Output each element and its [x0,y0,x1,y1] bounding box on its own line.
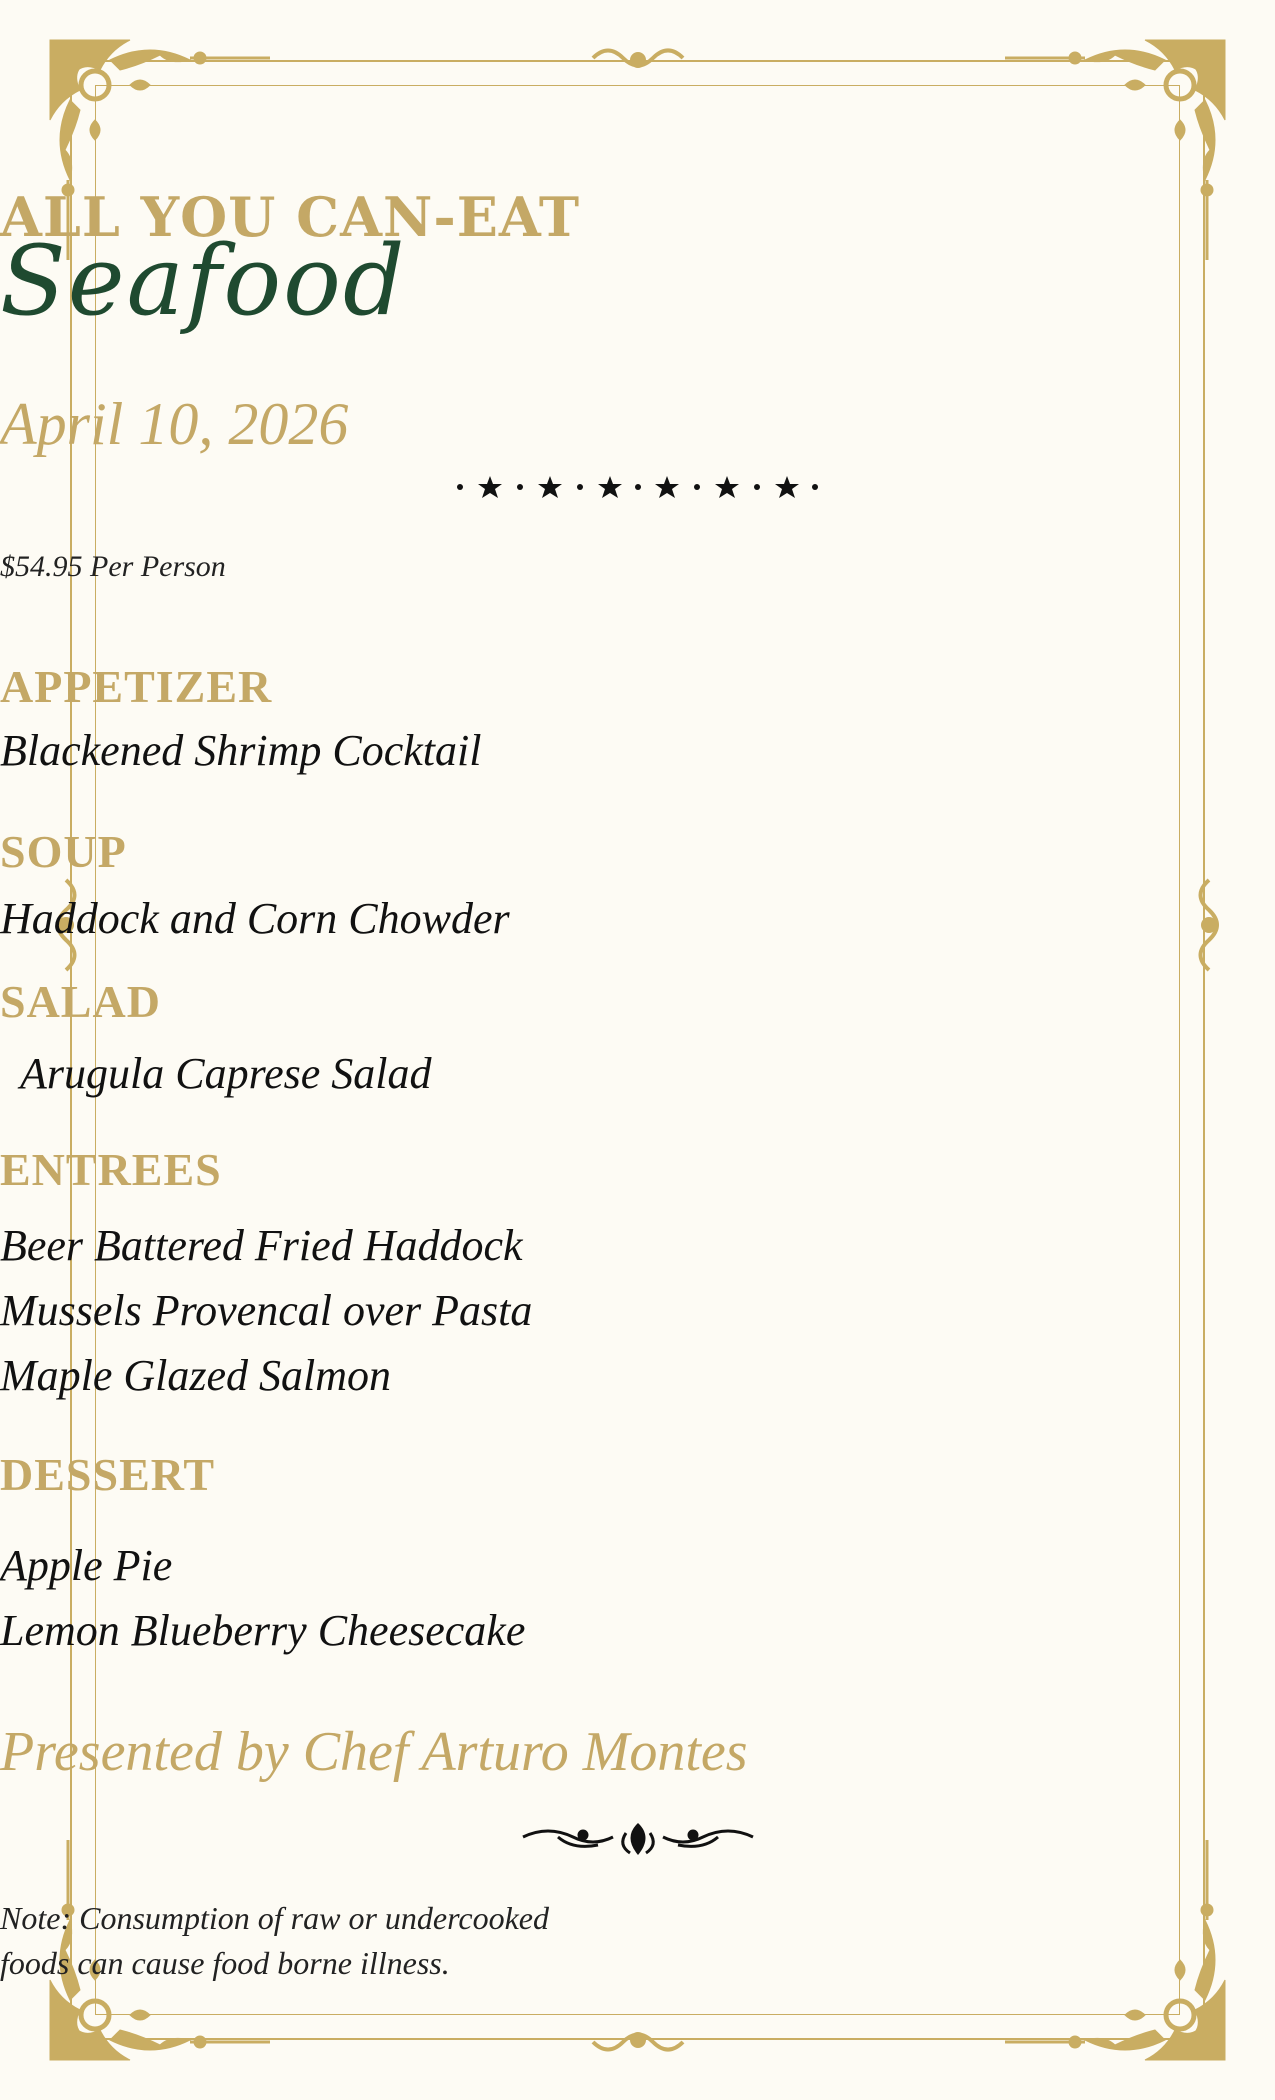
section-heading-appetizer: APPETIZER [0,661,273,712]
menu-item: Blackened Shrimp Cocktail [0,726,482,775]
note-line-1: Note: Consumption of raw or undercooked [0,1900,549,1936]
section-heading-dessert: DESSERT [0,1449,216,1500]
menu-item: Lemon Blueberry Cheesecake [0,1606,526,1655]
menu-item: Arugula Caprese Salad [20,1049,432,1098]
menu-item: Haddock and Corn Chowder [0,894,510,943]
section-heading-entrees: ENTREES [0,1144,222,1195]
title-script: Seafood [0,225,407,337]
price-per-person: $54.95 Per Person [0,550,226,583]
menu-item: Maple Glazed Salmon [0,1351,392,1400]
section-heading-salad: SALAD [0,976,161,1027]
menu-item: Beer Battered Fried Haddock [0,1221,523,1270]
title-top: ALL YOU CAN-EAT [0,185,581,249]
section-heading-soup: SOUP [0,826,127,877]
note-line-2: foods can cause food borne illness. [0,1945,450,1981]
flourish-divider-icon [518,1815,758,1865]
top-scroll-ornament-icon [588,38,688,78]
star-divider-icon [455,472,820,502]
presented-by-chef: Presented by Chef Arturo Montes [0,1721,748,1783]
menu-item: Apple Pie [0,1541,173,1590]
bottom-scroll-ornament-icon [588,2022,688,2062]
menu-item: Mussels Provencal over Pasta [0,1286,533,1335]
event-date: April 10, 2026 [0,391,349,457]
